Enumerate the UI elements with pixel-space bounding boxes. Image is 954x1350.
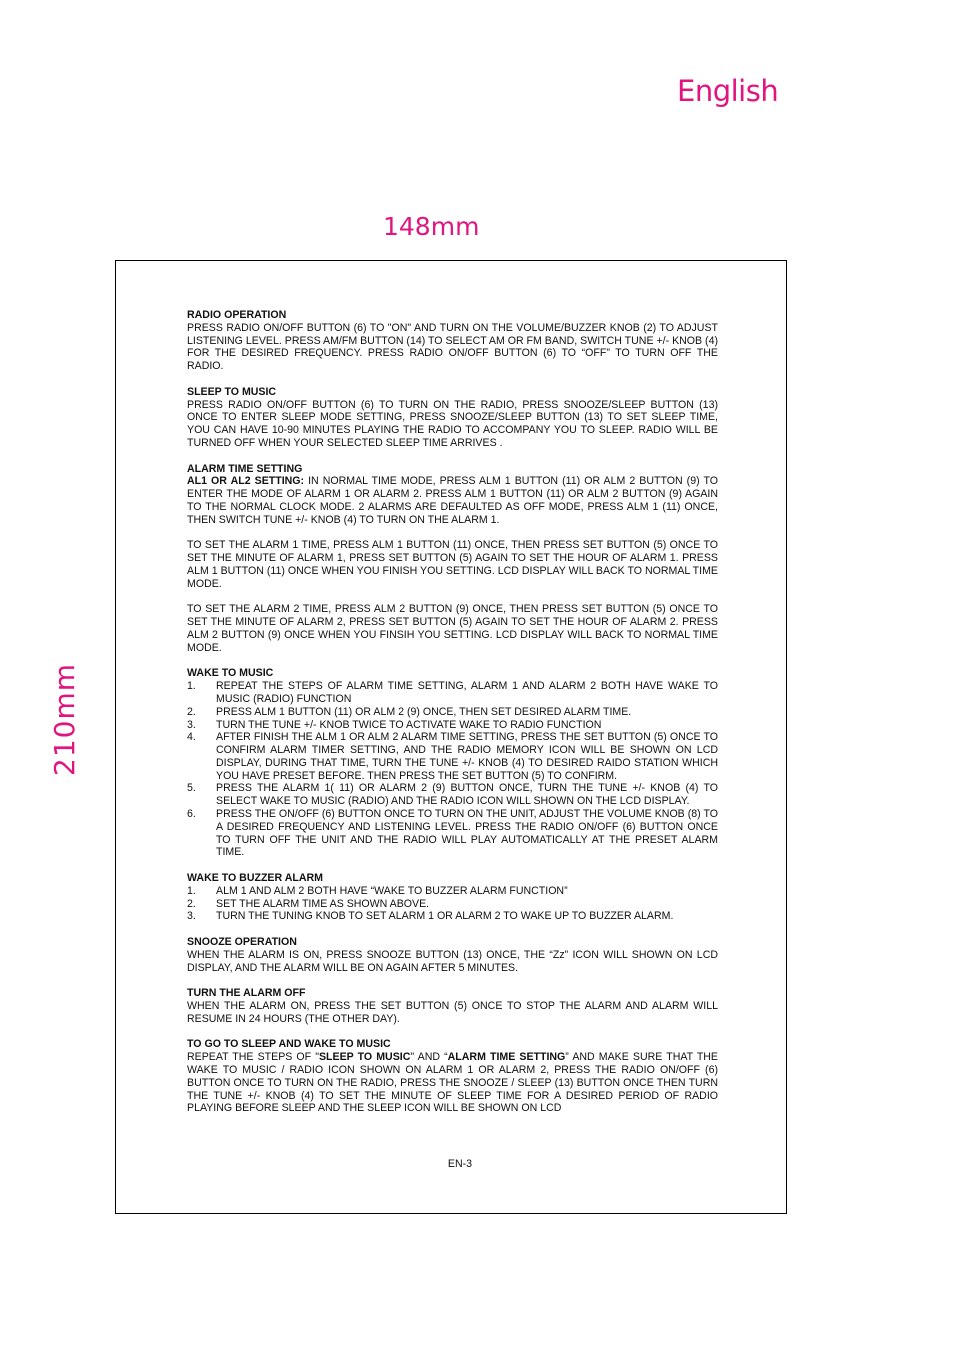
- step-list: [187, 680, 718, 859]
- list-item: 2. PRESS ALM 1 BUTTON (11) OR ALM 2 (9) ONCE, THEN SET DESIRED ALARM TIME.: [187, 705, 632, 718]
- section-body: PRESS RADIO ON/OFF BUTTON (6) TO "ON" AND TURN ON THE VOLUME/BUZZER KNOB (2) TO ADJUST LISTENING LEVEL. PRESS AM/FM BUTTON (14) TO SELECT AM OR FM BAND, SWITCH TUNE +/- KNOB (4) FOR THE DESIRED FREQUENCY. PRESS RADIO ON/OFF BUTTON (6) TO “OFF” TO TURN OFF THE RADIO.: [187, 321, 718, 373]
- section-heading: SNOOZE OPERATION: [187, 936, 297, 949]
- section-heading: WAKE TO BUZZER ALARM: [187, 872, 323, 885]
- section-wake-to-music: [187, 667, 718, 859]
- section-heading: RADIO OPERATION: [187, 309, 287, 321]
- list-item: 3. TURN THE TUNING KNOB TO SET ALARM 1 OR ALARM 2 TO WAKE UP TO BUZZER ALARM.: [187, 910, 674, 923]
- section-heading: TO GO TO SLEEP AND WAKE TO MUSIC: [187, 1038, 391, 1051]
- section-alarm-time-setting: [187, 463, 718, 655]
- section-sleep-and-wake: [187, 1038, 718, 1115]
- section-body: [187, 475, 718, 526]
- section-heading: SLEEP TO MUSIC: [187, 385, 277, 398]
- section-heading: TURN THE ALARM OFF: [187, 987, 306, 1000]
- lead-text: IN NORMAL TIME MODE, PRESS ALM 1 BUTTON (11) OR ALM 2 BUTTON (9) TO ENTER THE MODE OF ALARM 1 OR ALARM 2. PRESS ALM 1 BUTTON (11) OR ALM 2 BUTTON (9) AGAIN TO THE NORMAL CLOCK MODE. 2 ALARMS ARE DEFAULTED AS OFF MODE, PRESS ALM 1 (11) ONCE, THEN SWITCH TUNE +/- KNOB (4) TO TURN ON THE ALARM 1.: [187, 475, 718, 526]
- section-heading: ALARM TIME SETTING: [187, 462, 303, 475]
- list-item: 3. TURN THE TUNE +/- KNOB TWICE TO ACTIVATE WAKE TO RADIO FUNCTION: [187, 718, 602, 731]
- section-body: WHEN THE ALARM ON, PRESS THE SET BUTTON (5) ONCE TO STOP THE ALARM AND ALARM WILL RESUME IN 24 HOURS (THE OTHER DAY).: [187, 1000, 718, 1025]
- list-item: 1. REPEAT THE STEPS OF ALARM TIME SETTING, ALARM 1 AND ALARM 2 BOTH HAVE WAKE TO MUSIC (RADIO) FUNCTION: [187, 680, 718, 705]
- height-dimension-label: 210mm: [48, 663, 81, 776]
- section-body: REPEAT THE STEPS OF "SLEEP TO MUSIC" AND “ALARM TIME SETTING” AND MAKE SURE THAT THE WAKE TO MUSIC / RADIO ICON SHOWN ON ALARM 1 OR ALARM 2, PRESS THE RADIO ON/OFF (6) BUTTON ONCE TO TURN ON THE RADIO, PRESS THE SNOOZE / SLEEP (13) BUTTON ONCE THEN TURN THE TUNE +/- KNOB (4) TO SET THE MINUTE OF SLEEP TIME FOR A DESIRED PERIOD OF RADIO PLAYING BEFORE SLEEP AND THE SLEEP ICON WILL BE SHOWN ON LCD: [187, 1051, 719, 1115]
- page-number: EN-3: [447, 1158, 473, 1170]
- section-snooze-operation: [187, 936, 718, 974]
- list-item: 6. PRESS THE ON/OFF (6) BUTTON ONCE TO TURN ON THE UNIT, ADJUST THE VOLUME KNOB (8) TO A DESIRED FREQUENCY AND LISTENING LEVEL. PRESS THE RADIO ON/OFF (6) BUTTON ONCE TO TURN OFF THE UNIT AND THE RADIO WILL PLAY AUTOMATICALLY AT THE PRESET ALARM TIME.: [187, 808, 718, 859]
- section-turn-alarm-off: [187, 987, 718, 1025]
- language-label: English: [677, 74, 779, 108]
- section-wake-to-buzzer: [187, 872, 718, 923]
- section-body: WHEN THE ALARM IS ON, PRESS SNOOZE BUTTON (13) ONCE, THE “Zz” ICON WILL SHOWN ON LCD DISPLAY, AND THE ALARM WILL BE ON AGAIN AFTER 5 MINUTES.: [187, 948, 718, 974]
- manual-content: [187, 309, 718, 1128]
- lead-label: AL1 OR AL2 SETTING:: [187, 475, 305, 488]
- list-item: 5. PRESS THE ALARM 1( 11) OR ALARM 2 (9) BUTTON ONCE, TURN THE TUNE +/- KNOB (4) TO SELECT WAKE TO MUSIC (RADIO) AND THE RADIO ICON WILL SHOWN ON THE LCD DISPLAY.: [187, 782, 718, 808]
- width-dimension-label: 148mm: [383, 212, 480, 241]
- section-paragraph: TO SET THE ALARM 1 TIME, PRESS ALM 1 BUTTON (11) ONCE, THEN PRESS SET BUTTON (5) ONCE TO SET THE MINUTE OF ALARM 1, PRESS SET BUTTON (5) AGAIN TO SET THE HOUR OF ALARM 1. PRESS ALM 1 BUTTON (11) ONCE WHEN YOU FINISH YOU SETTING. LCD DISPLAY WILL BACK TO NORMAL TIME MODE.: [187, 539, 718, 590]
- list-item: 4. AFTER FINISH THE ALM 1 OR ALM 2 ALARM TIME SETTING, PRESS THE SET BUTTON (5) ONCE TO CONFIRM ALARM TIMER SETTING, AND THE RADIO MEMORY ICON WILL BE SHOWN ON LCD DISPLAY, DURING THAT TIME, TURN THE TUNE +/- KNOB (4) TO DESIRED RAIDO STATION WHICH YOU HAVE PRESET BEFORE. THEN PRESS THE SET BUTTON (5) TO CONFIRM.: [187, 731, 718, 782]
- list-item: 1. ALM 1 AND ALM 2 BOTH HAVE “WAKE TO BUZZER ALARM FUNCTION”: [187, 884, 568, 897]
- section-body: PRESS RADIO ON/OFF BUTTON (6) TO TURN ON THE RADIO, PRESS SNOOZE/SLEEP BUTTON (13) ONCE TO ENTER SLEEP MODE SETTING, PRESS SNOOZE/SLEEP BUTTON (13) TO SET SLEEP TIME, YOU CAN HAVE 10-90 MINUTES PLAYING THE RADIO TO ACCOMPANY YOU TO SLEEP. RADIO WILL BE TURNED OFF WHEN YOUR SELECTED SLEEP TIME ARRIVES .: [187, 398, 718, 449]
- section-sleep-to-music: [187, 386, 718, 450]
- list-item: 2. SET THE ALARM TIME AS SHOWN ABOVE.: [187, 897, 430, 910]
- section-heading: WAKE TO MUSIC: [187, 667, 274, 680]
- step-list: [187, 885, 718, 923]
- section-paragraph: TO SET THE ALARM 2 TIME, PRESS ALM 2 BUTTON (9) ONCE, THEN PRESS SET BUTTON (5) ONCE TO SET THE MINUTE OF ALARM 2, PRESS SET BUTTON (5) AGAIN TO SET THE HOUR OF ALARM 2. PRESS ALM 2 BUTTON (9) ONCE WHEN YOU FINSIH YOU SETTING. LCD DISPLAY WILL BACK TO NORMAL TIME MODE.: [187, 603, 718, 654]
- section-radio-operation: [187, 309, 718, 373]
